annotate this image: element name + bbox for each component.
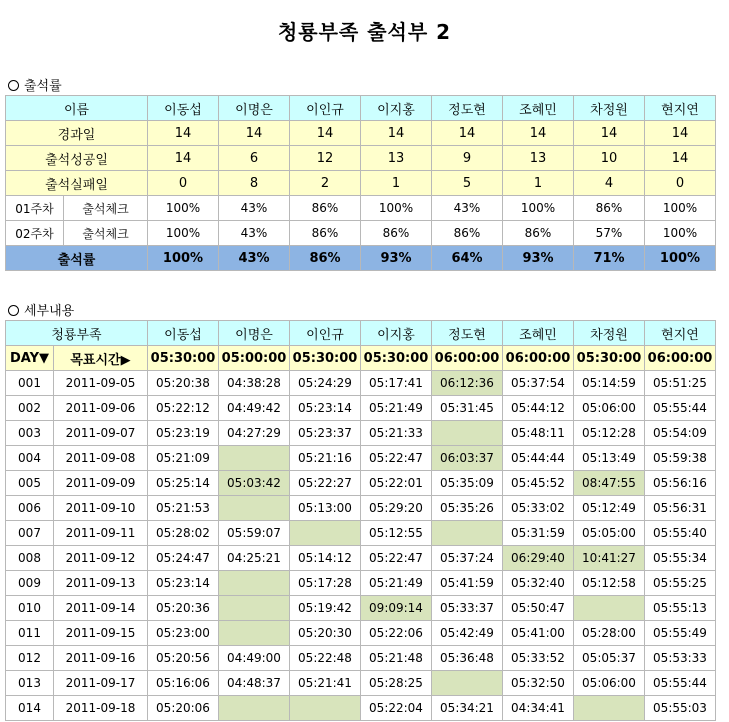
member-name-header: 조혜민 <box>503 321 574 346</box>
time-cell: 04:49:42 <box>219 396 290 421</box>
count-cell: 5 <box>432 171 503 196</box>
week-percent-cell: 86% <box>290 221 361 246</box>
time-cell: 04:25:21 <box>219 546 290 571</box>
count-cell: 14 <box>148 121 219 146</box>
date-cell: 2011-09-11 <box>54 521 148 546</box>
time-cell: 05:35:09 <box>432 471 503 496</box>
time-cell: 05:54:09 <box>645 421 716 446</box>
time-cell: 05:50:47 <box>503 596 574 621</box>
target-time-cell: 05:00:00 <box>219 346 290 371</box>
late-time-cell <box>290 696 361 721</box>
section-detail-label: 세부내용 <box>24 304 75 319</box>
day-number-cell: 003 <box>6 421 54 446</box>
count-cell: 14 <box>574 121 645 146</box>
circle-bullet-icon <box>8 80 19 91</box>
time-cell: 05:21:41 <box>290 671 361 696</box>
time-cell: 05:06:00 <box>574 396 645 421</box>
late-time-cell <box>574 596 645 621</box>
rate-label-cell: 출석률 <box>6 246 148 271</box>
row-label-cell: 출석성공일 <box>6 146 148 171</box>
time-cell: 05:22:27 <box>290 471 361 496</box>
member-name-header: 현지연 <box>645 96 716 121</box>
rate-percent-cell: 43% <box>219 246 290 271</box>
day-number-cell: 002 <box>6 396 54 421</box>
time-cell: 05:22:12 <box>148 396 219 421</box>
count-cell: 10 <box>574 146 645 171</box>
week-percent-cell: 86% <box>361 221 432 246</box>
member-name-header: 정도현 <box>432 96 503 121</box>
circle-bullet-icon <box>8 305 19 316</box>
late-time-cell <box>219 496 290 521</box>
count-cell: 8 <box>219 171 290 196</box>
target-time-cell: 06:00:00 <box>503 346 574 371</box>
target-time-cell: 05:30:00 <box>574 346 645 371</box>
day-number-cell: 010 <box>6 596 54 621</box>
time-cell: 05:28:02 <box>148 521 219 546</box>
count-cell: 14 <box>290 121 361 146</box>
date-cell: 2011-09-17 <box>54 671 148 696</box>
page-title: 청룡부족 출석부 2 <box>277 20 452 44</box>
count-cell: 1 <box>503 171 574 196</box>
time-cell: 04:27:29 <box>219 421 290 446</box>
time-cell: 05:17:28 <box>290 571 361 596</box>
time-cell: 05:23:19 <box>148 421 219 446</box>
check-label-cell: 출석체크 <box>64 196 148 221</box>
time-cell: 05:29:20 <box>361 496 432 521</box>
date-cell: 2011-09-16 <box>54 646 148 671</box>
target-time-row <box>6 346 716 371</box>
count-cell: 0 <box>645 171 716 196</box>
count-cell: 6 <box>219 146 290 171</box>
day-sort-header[interactable]: DAY▼ <box>6 346 54 371</box>
time-cell: 05:23:14 <box>148 571 219 596</box>
date-cell: 2011-09-14 <box>54 596 148 621</box>
day-row <box>6 596 716 621</box>
member-name-header: 조혜민 <box>503 96 574 121</box>
row-label-cell: 출석실패일 <box>6 171 148 196</box>
time-cell: 05:21:09 <box>148 446 219 471</box>
day-row <box>6 471 716 496</box>
target-time-cell: 05:30:00 <box>148 346 219 371</box>
summary-header-row <box>6 96 716 121</box>
late-time-cell <box>219 696 290 721</box>
time-cell: 05:56:16 <box>645 471 716 496</box>
time-cell: 05:37:54 <box>503 371 574 396</box>
rate-percent-cell: 93% <box>503 246 574 271</box>
count-cell: 14 <box>645 121 716 146</box>
date-cell: 2011-09-08 <box>54 446 148 471</box>
week-row <box>6 196 716 221</box>
rate-percent-cell: 71% <box>574 246 645 271</box>
time-cell: 05:59:38 <box>645 446 716 471</box>
check-label-cell: 출석체크 <box>64 221 148 246</box>
late-time-cell <box>432 421 503 446</box>
count-cell: 14 <box>219 121 290 146</box>
week-percent-cell: 100% <box>148 196 219 221</box>
time-cell: 05:13:00 <box>290 496 361 521</box>
time-cell: 05:06:00 <box>574 671 645 696</box>
time-cell: 05:28:25 <box>361 671 432 696</box>
time-cell: 05:32:50 <box>503 671 574 696</box>
time-cell: 05:14:12 <box>290 546 361 571</box>
time-cell: 05:33:02 <box>503 496 574 521</box>
week-percent-cell: 100% <box>361 196 432 221</box>
late-time-cell <box>219 446 290 471</box>
time-cell: 05:41:00 <box>503 621 574 646</box>
day-row <box>6 621 716 646</box>
time-cell: 05:48:11 <box>503 421 574 446</box>
time-cell: 05:05:00 <box>574 521 645 546</box>
attendance-summary-table <box>5 95 716 271</box>
week-percent-cell: 100% <box>645 221 716 246</box>
time-cell: 05:33:37 <box>432 596 503 621</box>
time-cell: 05:22:47 <box>361 446 432 471</box>
day-row <box>6 396 716 421</box>
date-cell: 2011-09-10 <box>54 496 148 521</box>
late-time-cell: 06:29:40 <box>503 546 574 571</box>
time-cell: 04:49:00 <box>219 646 290 671</box>
count-cell: 12 <box>290 146 361 171</box>
day-row <box>6 421 716 446</box>
time-cell: 05:14:59 <box>574 371 645 396</box>
time-cell: 05:21:53 <box>148 496 219 521</box>
time-cell: 05:33:52 <box>503 646 574 671</box>
time-cell: 05:32:40 <box>503 571 574 596</box>
day-number-cell: 001 <box>6 371 54 396</box>
date-cell: 2011-09-15 <box>54 621 148 646</box>
time-cell: 05:12:55 <box>361 521 432 546</box>
member-name-header: 이인규 <box>290 96 361 121</box>
week-percent-cell: 86% <box>503 221 574 246</box>
rate-percent-cell: 64% <box>432 246 503 271</box>
time-cell: 05:23:37 <box>290 421 361 446</box>
count-cell: 14 <box>432 121 503 146</box>
late-time-cell: 06:12:36 <box>432 371 503 396</box>
time-cell: 05:59:07 <box>219 521 290 546</box>
section-detail-heading <box>8 300 74 319</box>
day-row <box>6 696 716 721</box>
time-cell: 05:21:49 <box>361 571 432 596</box>
count-cell: 1 <box>361 171 432 196</box>
time-cell: 05:45:52 <box>503 471 574 496</box>
day-row <box>6 521 716 546</box>
time-cell: 05:21:48 <box>361 646 432 671</box>
week-percent-cell: 43% <box>432 196 503 221</box>
time-cell: 04:48:37 <box>219 671 290 696</box>
date-cell: 2011-09-05 <box>54 371 148 396</box>
time-cell: 05:12:58 <box>574 571 645 596</box>
time-cell: 05:17:41 <box>361 371 432 396</box>
time-cell: 05:22:01 <box>361 471 432 496</box>
date-cell: 2011-09-07 <box>54 421 148 446</box>
day-row <box>6 546 716 571</box>
date-cell: 2011-09-18 <box>54 696 148 721</box>
day-row <box>6 646 716 671</box>
late-time-cell <box>219 621 290 646</box>
time-cell: 05:53:33 <box>645 646 716 671</box>
day-row <box>6 496 716 521</box>
time-cell: 05:37:24 <box>432 546 503 571</box>
time-cell: 05:31:45 <box>432 396 503 421</box>
section-rate-heading <box>8 75 62 94</box>
count-cell: 13 <box>503 146 574 171</box>
late-time-cell: 05:03:42 <box>219 471 290 496</box>
rate-percent-cell: 100% <box>645 246 716 271</box>
late-time-cell <box>219 596 290 621</box>
member-name-header: 현지연 <box>645 321 716 346</box>
target-time-cell: 06:00:00 <box>432 346 503 371</box>
count-cell: 13 <box>361 146 432 171</box>
late-time-cell <box>290 521 361 546</box>
time-cell: 05:20:56 <box>148 646 219 671</box>
detail-header-row <box>6 321 716 346</box>
time-cell: 05:20:30 <box>290 621 361 646</box>
week-row <box>6 221 716 246</box>
time-cell: 05:36:48 <box>432 646 503 671</box>
day-number-cell: 004 <box>6 446 54 471</box>
rate-percent-cell: 93% <box>361 246 432 271</box>
late-time-cell <box>432 521 503 546</box>
row-label-cell: 경과일 <box>6 121 148 146</box>
elapsed-row <box>6 121 716 146</box>
name-header-cell: 이름 <box>6 96 148 121</box>
time-cell: 05:44:12 <box>503 396 574 421</box>
time-cell: 05:31:59 <box>503 521 574 546</box>
time-cell: 05:51:25 <box>645 371 716 396</box>
time-cell: 05:16:06 <box>148 671 219 696</box>
count-cell: 14 <box>148 146 219 171</box>
week-percent-cell: 100% <box>148 221 219 246</box>
member-name-header: 이명은 <box>219 321 290 346</box>
time-cell: 05:55:44 <box>645 396 716 421</box>
time-cell: 05:35:26 <box>432 496 503 521</box>
time-cell: 05:28:00 <box>574 621 645 646</box>
member-name-header: 이동섭 <box>148 96 219 121</box>
count-cell: 9 <box>432 146 503 171</box>
day-number-cell: 006 <box>6 496 54 521</box>
member-name-header: 정도현 <box>432 321 503 346</box>
week-percent-cell: 57% <box>574 221 645 246</box>
success-row <box>6 146 716 171</box>
time-cell: 05:41:59 <box>432 571 503 596</box>
day-number-cell: 007 <box>6 521 54 546</box>
time-cell: 05:21:49 <box>361 396 432 421</box>
late-time-cell <box>574 696 645 721</box>
time-cell: 05:55:40 <box>645 521 716 546</box>
count-cell: 0 <box>148 171 219 196</box>
count-cell: 4 <box>574 171 645 196</box>
time-cell: 05:22:04 <box>361 696 432 721</box>
time-cell: 05:24:47 <box>148 546 219 571</box>
time-cell: 05:13:49 <box>574 446 645 471</box>
week-percent-cell: 86% <box>290 196 361 221</box>
day-number-cell: 008 <box>6 546 54 571</box>
date-cell: 2011-09-12 <box>54 546 148 571</box>
rate-row <box>6 246 716 271</box>
time-cell: 05:22:47 <box>361 546 432 571</box>
week-percent-cell: 86% <box>574 196 645 221</box>
target-time-label: 목표시간▶ <box>54 346 148 371</box>
week-percent-cell: 86% <box>432 221 503 246</box>
day-number-cell: 005 <box>6 471 54 496</box>
day-row <box>6 571 716 596</box>
time-cell: 05:34:21 <box>432 696 503 721</box>
time-cell: 05:20:06 <box>148 696 219 721</box>
week-percent-cell: 100% <box>645 196 716 221</box>
time-cell: 05:25:14 <box>148 471 219 496</box>
time-cell: 05:19:42 <box>290 596 361 621</box>
day-number-cell: 009 <box>6 571 54 596</box>
rate-percent-cell: 100% <box>148 246 219 271</box>
target-time-cell: 05:30:00 <box>361 346 432 371</box>
late-time-cell: 08:47:55 <box>574 471 645 496</box>
time-cell: 05:21:16 <box>290 446 361 471</box>
time-cell: 05:23:14 <box>290 396 361 421</box>
week-label-cell: 01주차 <box>6 196 64 221</box>
day-row <box>6 371 716 396</box>
date-cell: 2011-09-09 <box>54 471 148 496</box>
attendance-detail-table <box>5 320 716 721</box>
section-rate-label: 출석률 <box>24 79 62 94</box>
time-cell: 05:21:33 <box>361 421 432 446</box>
week-percent-cell: 100% <box>503 196 574 221</box>
time-cell: 05:44:44 <box>503 446 574 471</box>
time-cell: 05:42:49 <box>432 621 503 646</box>
member-name-header: 이지홍 <box>361 321 432 346</box>
day-number-cell: 011 <box>6 621 54 646</box>
late-time-cell: 10:41:27 <box>574 546 645 571</box>
time-cell: 05:56:31 <box>645 496 716 521</box>
time-cell: 05:55:34 <box>645 546 716 571</box>
time-cell: 05:12:49 <box>574 496 645 521</box>
day-number-cell: 012 <box>6 646 54 671</box>
date-cell: 2011-09-13 <box>54 571 148 596</box>
rate-percent-cell: 86% <box>290 246 361 271</box>
time-cell: 05:20:36 <box>148 596 219 621</box>
count-cell: 14 <box>645 146 716 171</box>
day-number-cell: 014 <box>6 696 54 721</box>
time-cell: 05:12:28 <box>574 421 645 446</box>
week-percent-cell: 43% <box>219 196 290 221</box>
time-cell: 05:05:37 <box>574 646 645 671</box>
time-cell: 05:20:38 <box>148 371 219 396</box>
late-time-cell <box>219 571 290 596</box>
count-cell: 2 <box>290 171 361 196</box>
time-cell: 05:55:25 <box>645 571 716 596</box>
time-cell: 05:55:03 <box>645 696 716 721</box>
week-label-cell: 02주차 <box>6 221 64 246</box>
group-header-cell: 청룡부족 <box>6 321 148 346</box>
time-cell: 05:23:00 <box>148 621 219 646</box>
target-time-cell: 06:00:00 <box>645 346 716 371</box>
target-time-cell: 05:30:00 <box>290 346 361 371</box>
late-time-cell: 09:09:14 <box>361 596 432 621</box>
time-cell: 05:55:49 <box>645 621 716 646</box>
date-cell: 2011-09-06 <box>54 396 148 421</box>
day-row <box>6 671 716 696</box>
time-cell: 05:22:48 <box>290 646 361 671</box>
late-time-cell <box>432 671 503 696</box>
time-cell: 05:55:44 <box>645 671 716 696</box>
count-cell: 14 <box>503 121 574 146</box>
count-cell: 14 <box>361 121 432 146</box>
day-row <box>6 446 716 471</box>
member-name-header: 이인규 <box>290 321 361 346</box>
member-name-header: 이지홍 <box>361 96 432 121</box>
time-cell: 04:34:41 <box>503 696 574 721</box>
time-cell: 04:38:28 <box>219 371 290 396</box>
time-cell: 05:55:13 <box>645 596 716 621</box>
member-name-header: 이동섭 <box>148 321 219 346</box>
time-cell: 05:24:29 <box>290 371 361 396</box>
week-percent-cell: 43% <box>219 221 290 246</box>
member-name-header: 이명은 <box>219 96 290 121</box>
day-number-cell: 013 <box>6 671 54 696</box>
late-time-cell: 06:03:37 <box>432 446 503 471</box>
member-name-header: 차정원 <box>574 96 645 121</box>
member-name-header: 차정원 <box>574 321 645 346</box>
time-cell: 05:22:06 <box>361 621 432 646</box>
fail-row <box>6 171 716 196</box>
